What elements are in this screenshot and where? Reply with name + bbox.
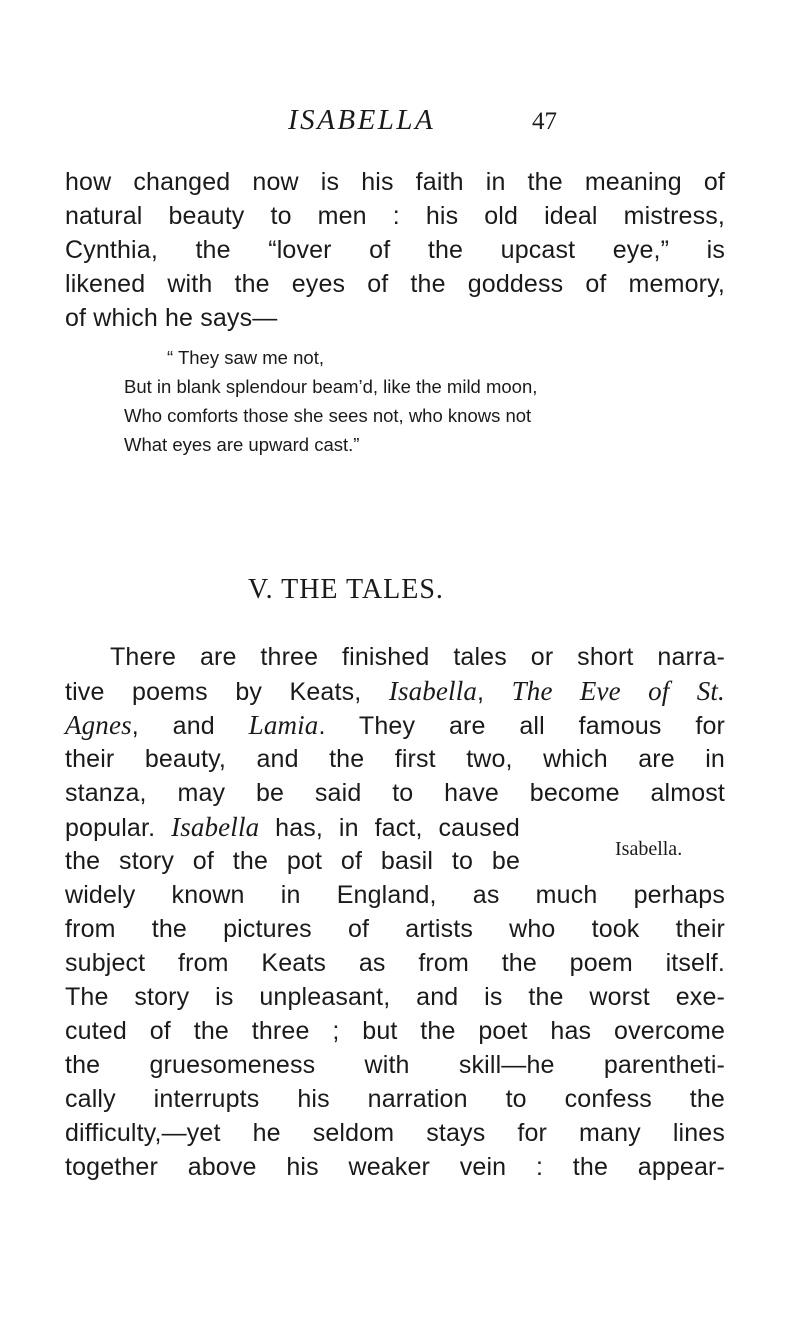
- paragraph-1-line-5: of which he says—: [65, 304, 278, 332]
- paragraph-2-line-2: tive poems by Keats, Isabella, The Eve of St.: [65, 676, 725, 706]
- paragraph-1-line-1: how changed now is his faith in the meaning of: [65, 168, 725, 196]
- paragraph-2-line-10: subject from Keats as from the poem itself.: [65, 949, 725, 977]
- paragraph-2-line-4: their beauty, and the first two, which are in: [65, 745, 725, 773]
- paragraph-2-line-11: The story is unpleasant, and is the worst exe-: [65, 983, 725, 1011]
- running-title: ISABELLA: [288, 104, 436, 136]
- paragraph-2-line-16: together above his weaker vein : the appear-: [65, 1153, 725, 1181]
- paragraph-2-line-7: the story of the pot of basil to be: [65, 847, 520, 875]
- paragraph-2-line-9: from the pictures of artists who took their: [65, 915, 725, 943]
- quotation-line-4: What eyes are upward cast.”: [124, 434, 360, 455]
- paragraph-2-line-1: There are three finished tales or short narra-: [110, 643, 725, 671]
- paragraph-2-line-8: widely known in England, as much perhaps: [65, 881, 725, 909]
- paragraph-2-line-3: Agnes, and Lamia. They are all famous for: [65, 710, 725, 740]
- paragraph-2-line-15: difficulty,—yet he seldom stays for many lines: [65, 1119, 725, 1147]
- paragraph-2-line-14: cally interrupts his narration to confess the: [65, 1085, 725, 1113]
- quotation-line-3: Who comforts those she sees not, who knows not: [124, 405, 532, 426]
- paragraph-2-line-6: popular. Isabella has, in fact, caused: [65, 812, 520, 842]
- quotation-line-2: But in blank splendour beam’d, like the mild moon,: [124, 376, 538, 397]
- paragraph-2-line-12: cuted of the three ; but the poet has overcome: [65, 1017, 725, 1045]
- margin-note: Isabella.: [615, 838, 683, 860]
- section-heading: V. THE TALES.: [248, 574, 444, 605]
- paragraph-1-line-3: Cynthia, the “lover of the upcast eye,” is: [65, 236, 725, 264]
- page-number: 47: [532, 108, 557, 135]
- paragraph-2-line-13: the gruesomeness with skill—he parentheti-: [65, 1051, 725, 1079]
- paragraph-1-line-4: likened with the eyes of the goddess of memory,: [65, 270, 725, 298]
- paragraph-2-line-5: stanza, may be said to have become almost: [65, 779, 725, 807]
- running-head: [0, 100, 800, 140]
- quotation-line-1: “ They saw me not,: [167, 347, 324, 368]
- paragraph-1-line-2: natural beauty to men : his old ideal mistress,: [65, 202, 725, 230]
